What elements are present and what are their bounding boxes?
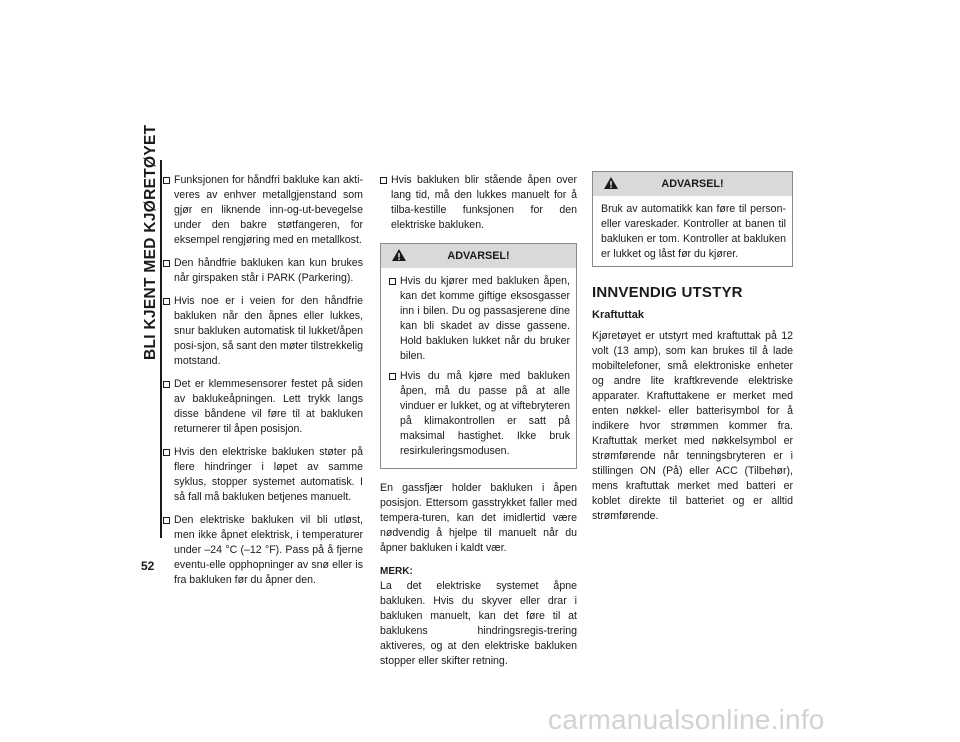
- checkbox-bullet-icon: [389, 373, 396, 380]
- warning-header: [593, 172, 792, 196]
- section-title: INNVENDIG UTSTYR: [592, 284, 743, 301]
- column-2: [380, 173, 577, 669]
- subsection-title: Kraftuttak: [592, 309, 644, 321]
- list-item: Hvis noe er i veien for den håndfrie bakluken når den åpnes eller lukkes, snur bakluken automatisk til lukket/åpen posi-sjon, så sant den møter tilstrekkelig motstand.: [163, 294, 363, 369]
- warning-title: ADVARSEL!: [661, 178, 724, 190]
- section-side-title-text: BLI KJENT MED KJØRETØYET: [142, 124, 159, 360]
- section-side-title: [142, 124, 159, 360]
- list-item: Hvis den elektriske bakluken støter på flere hindringer i løpet av samme syklus, stopper systemet automatisk. I så fall må bakluken betjenes manuelt.: [163, 445, 363, 505]
- list-item: Hvis du må kjøre med bakluken åpen, må du passe på at alle vinduer er lukket, og at viftebryteren på klimakontrollen er satt på maksimal hastighet. Ikke bruk resirkuleringsmodusen.: [389, 369, 570, 459]
- paragraph: Kjøretøyet er utstyrt med kraftuttak på 12 volt (13 amp), som kan brukes til å lade mobiltelefoner, små elektroniske enheter og andre lite kraftkrevende elektriske apparater. Kraftuttakene er merket med enten nøkkel- eller batterisymbol for å indikere hvor strømmen kommer fra. Kraftuttak merket med nøkkelsymbol er strømførende når tenningsbryteren er i stillingen ON (På) eller ACC (Tilbehør), mens kraftuttak merket med batteri er koblet direkte til batteriet og er alltid strømførende.: [592, 330, 793, 522]
- list-item: Den elektriske bakluken vil bli utløst, men ikke åpnet elektrisk, i temperaturer under –24 °C (–12 °F). Pass på å fjerne eventu-elle opphopninger av snø eller is fra bakluken før du åpner den.: [163, 513, 363, 588]
- warning-title: ADVARSEL!: [447, 250, 510, 262]
- warning-box: [592, 171, 793, 267]
- list-item: Funksjonen for håndfri bakluke kan akti-veres av enhver metallgjenstand som gjør en liknende inn-og-ut-bevegelse under den bakre støtfangeren, for eksempel rengjøring med en metallkost.: [163, 173, 363, 248]
- warning-text: Bruk av automatikk kan føre til person- eller vareskader. Kontroller at banen til bakluken er tom. Kontroller at bakluken er lukket og låst før du kjører.: [601, 203, 786, 260]
- checkbox-bullet-icon: [163, 298, 170, 305]
- warning-triangle-icon: [391, 248, 407, 262]
- list-item: Hvis du kjører med bakluken åpen, kan det komme giftige eksosgasser inn i bilen. Du og passasjerene dine kan bli skadet av disse gassene. Hold bakluken lukket når du bruker bilen.: [389, 274, 570, 364]
- paragraph: En gassfjær holder bakluken i åpen posisjon. Ettersom gasstrykket faller med tempera-turen, kan det imidlertid være nødvendig å hjelpe til manuelt når du åpner bakluken i kaldt vær.: [380, 482, 577, 554]
- side-divider: [160, 160, 162, 538]
- watermark: carmanualsonline.info: [548, 704, 825, 735]
- checkbox-bullet-icon: [163, 260, 170, 267]
- column-3: [592, 171, 793, 524]
- checkbox-bullet-icon: [163, 517, 170, 524]
- list-item: Den håndfrie bakluken kan kun brukes når girspaken står i PARK (Parkering).: [163, 256, 363, 286]
- checkbox-bullet-icon: [163, 381, 170, 388]
- checkbox-bullet-icon: [163, 177, 170, 184]
- warning-header: [381, 244, 576, 268]
- warning-body: [593, 196, 792, 266]
- note-text: La det elektriske systemet åpne bakluken. Hvis du skyver eller drar i bakluken manuelt, kan det føre til at baklukens hindringsregis-trering aktiveres, og at den elektriske bakluken stopper eller skifter retning.: [380, 580, 577, 667]
- warning-box: [380, 243, 577, 469]
- warning-triangle-icon: [603, 176, 619, 190]
- note-label: MERK:: [380, 566, 413, 577]
- checkbox-bullet-icon: [163, 449, 170, 456]
- checkbox-bullet-icon: [389, 278, 396, 285]
- page-number: 52: [141, 559, 155, 573]
- checkbox-bullet-icon: [380, 177, 387, 184]
- list-item: Hvis bakluken blir stående åpen over lang tid, må den lukkes manuelt for å tilba-kestille funksjonen for den elektriske bakluken.: [380, 173, 577, 233]
- list-item: Det er klemmesensorer festet på siden av baklukeåpningen. Lett trykk langs disse båndene vil føre til at bakluken returnerer til åpen posisjon.: [163, 377, 363, 437]
- column-1: [163, 173, 363, 596]
- warning-body: [381, 268, 576, 468]
